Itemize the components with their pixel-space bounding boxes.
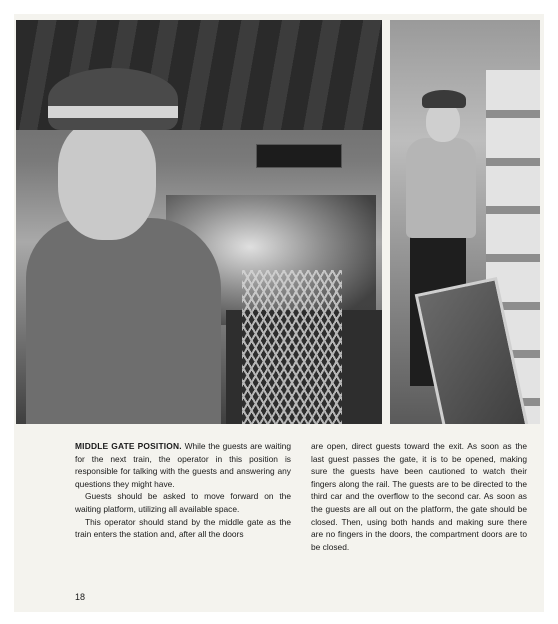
page <box>14 14 544 612</box>
paragraph: are open, direct guests toward the exit. As soon as the last guest passes the gate, it is to be opened, making sure the guests have been cautioned to watch their fingers along the rail. The guests are to be directed to the third car and the overflow to the second car. As soon as the guests are all out on the platform, the gate should be closed. Then, using both hands and making sure there are no fingers in the doors, the compartment doors are to be closed. <box>311 441 527 552</box>
paragraph: This operator should stand by the middle gate as the train enters the station and, after all the doors <box>75 516 291 540</box>
text-column-left <box>75 440 291 541</box>
paragraph: Guests should be asked to move forward on the waiting platform, utilizing all available space. <box>75 491 291 514</box>
page-number: 18 <box>75 592 86 602</box>
station-sign <box>256 144 342 168</box>
section-heading: MIDDLE GATE POSITION. <box>75 441 182 451</box>
photo-operator-gate <box>390 20 540 424</box>
text-column-right <box>311 440 527 553</box>
operator-with-gate <box>396 88 486 388</box>
uniform-cap <box>48 68 178 130</box>
photo-operator-platform <box>16 20 382 424</box>
platform-railing <box>242 270 342 424</box>
paragraph: While the guests are waiting for the next train, the operator in this position is responsible for talking with the guests and answering any questions they might have. <box>75 441 291 489</box>
uniform-cap <box>422 90 466 108</box>
operator-figure <box>26 68 226 424</box>
